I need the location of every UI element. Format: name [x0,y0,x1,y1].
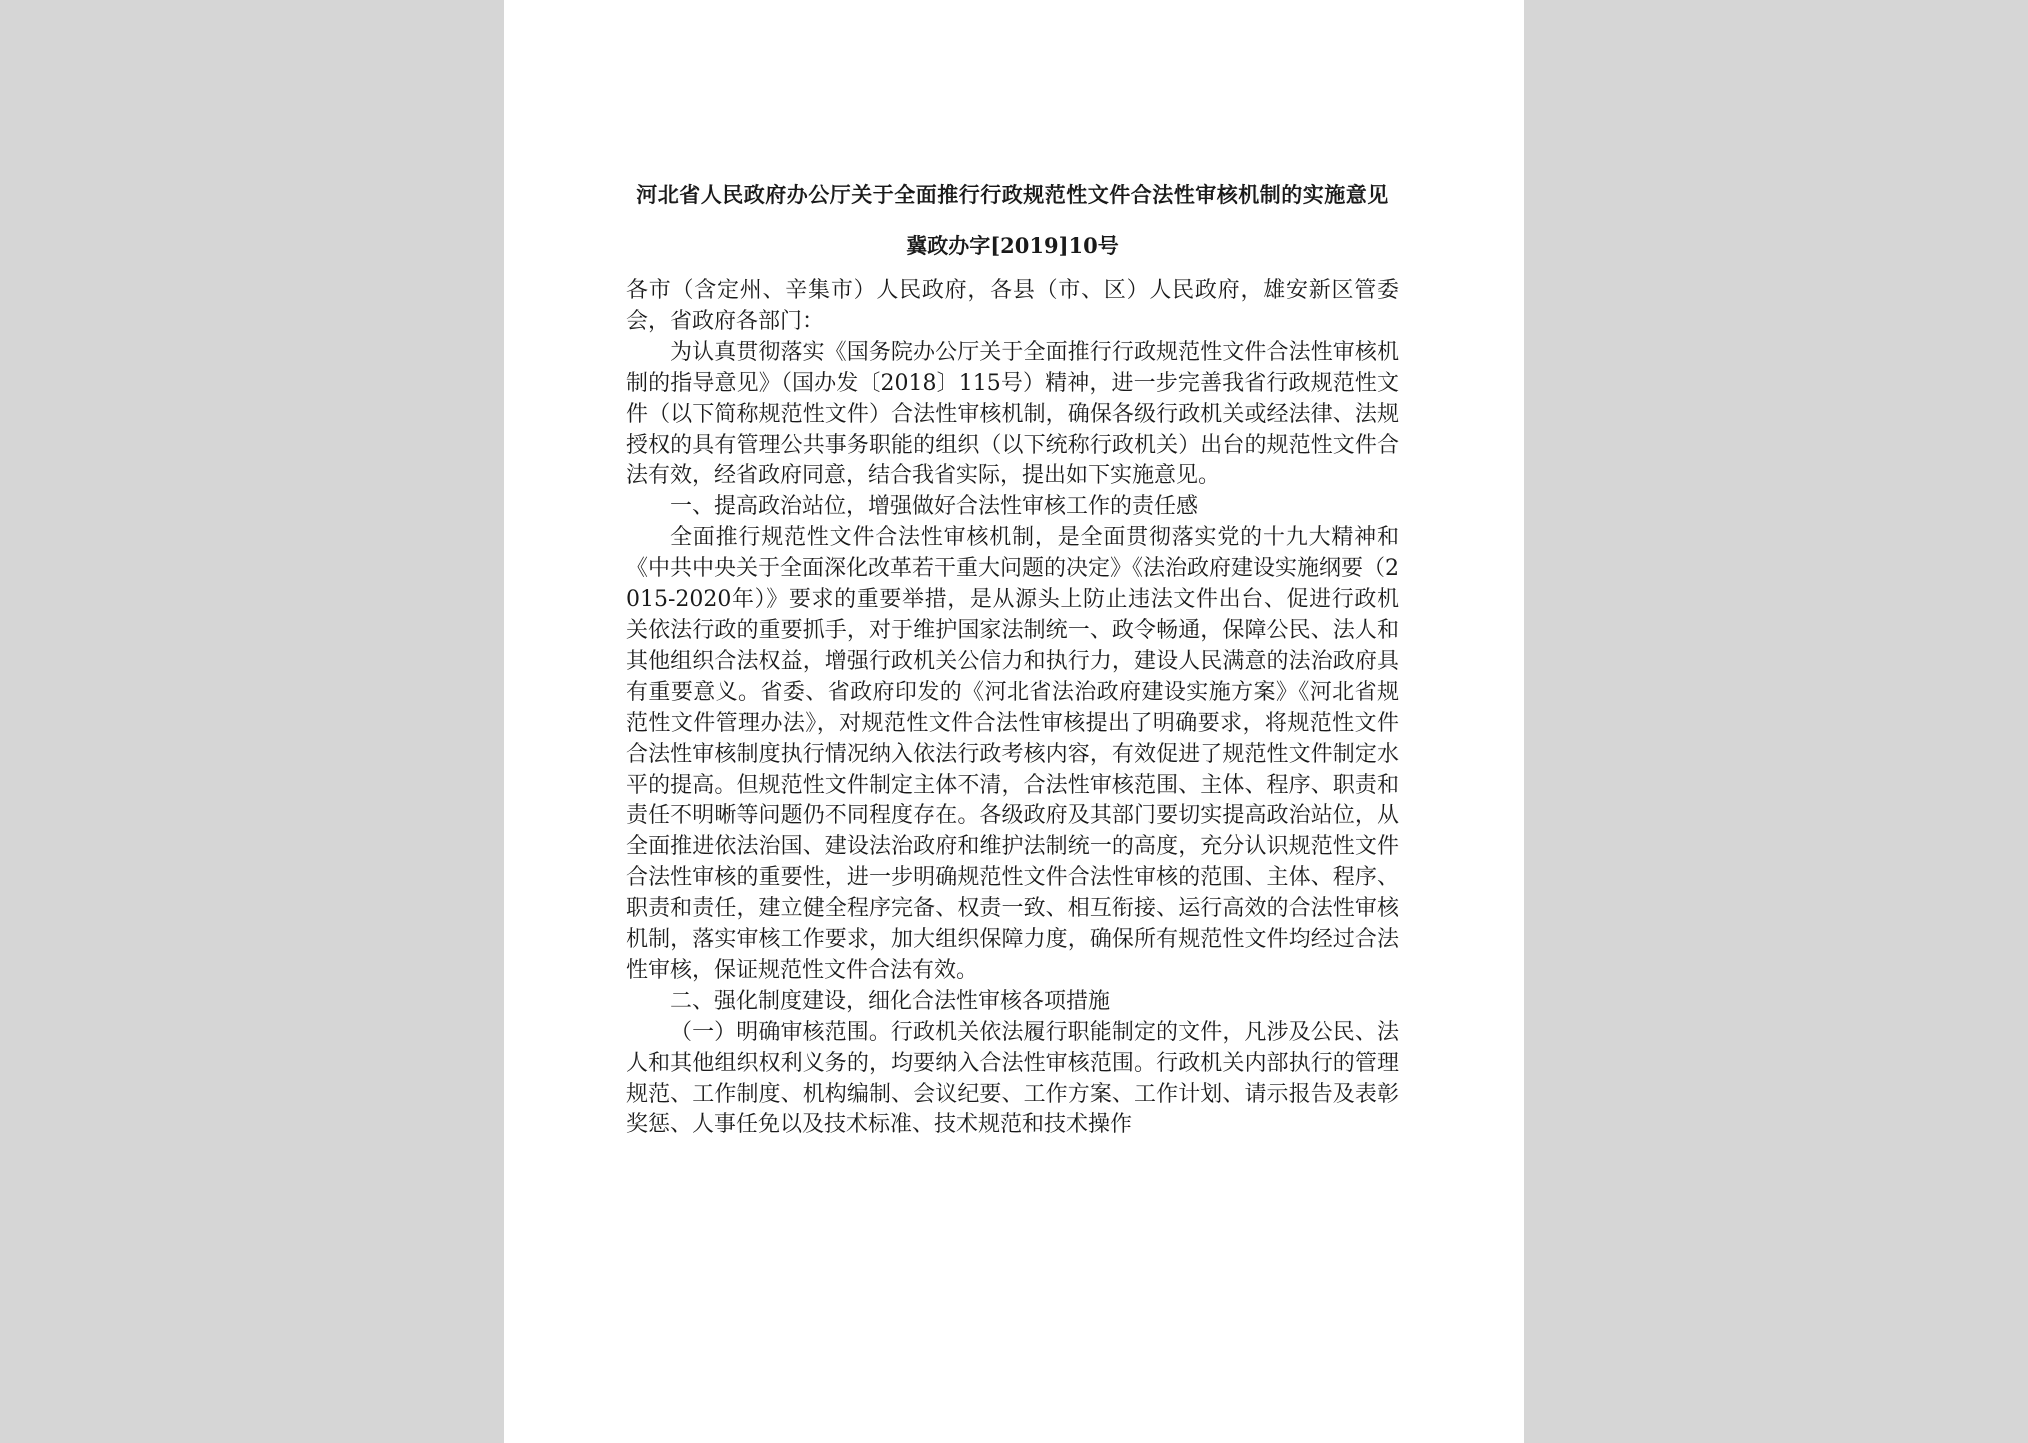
document-page [504,0,1524,1443]
section-heading-2: 二、强化制度建设，细化合法性审核各项措施 [670,988,1111,1014]
section-heading-1: 一、提高政治站位，增强做好合法性审核工作的责任感 [670,494,1199,520]
section-2-item-1-paragraph: （一）明确审核范围。行政机关依法履行职能制定的文件，凡涉及公民、法人和其他组织权利义务的，均要纳入合法性审核范围。行政机关内部执行的管理规范、工作制度、机构编制、会议纪要、工作方案、工作计划、请示报告及表彰奖惩、人事任免以及技术标准、技术规范和技术操作 [626,1019,1399,1138]
document-number: 冀政办字[2019]10号 [906,233,1119,258]
document-title: 河北省人民政府办公厅关于全面推行行政规范性文件合法性审核机制的实施意见 [636,182,1389,207]
addressee-line: 各市（含定州、辛集市）人民政府，各县（市、区）人民政府，雄安新区管委会，省政府各部门： [626,278,1399,334]
intro-paragraph: 为认真贯彻落实《国务院办公厅关于全面推行行政规范性文件合法性审核机制的指导意见》（国办发〔2018〕115号）精神，进一步完善我省行政规范性文件（以下简称规范性文件）合法性审核机制，确保各级行政机关或经法律、法规授权的具有管理公共事务职能的组织（以下统称行政机关）出台的规范性文件合法有效，经省政府同意，结合我省实际，提出如下实施意见。 [626,339,1399,489]
section-1-paragraph: 全面推行规范性文件合法性审核机制，是全面贯彻落实党的十九大精神和《中共中央关于全面深化改革若干重大问题的决定》《法治政府建设实施纲要（2015-2020年）》要求的重要举措，是从源头上防止违法文件出台、促进行政机关依法行政的重要抓手，对于维护国家法制统一、政令畅通，保障公民、法人和其他组织合法权益，增强行政机关公信力和执行力，建设人民满意的法治政府具有重要意义。省委、省政府印发的《河北省法治政府建设实施方案》《河北省规范性文件管理办法》，对规范性文件合法性审核提出了明确要求，将规范性文件合法性审核制度执行情况纳入依法行政考核内容，有效促进了规范性文件制定水平的提高。但规范性文件制定主体不清，合法性审核范围、主体、程序、职责和责任不明晰等问题仍不同程度存在。各级政府及其部门要切实提高政治站位，从全面推进依法治国、建设法治政府和维护法制统一的高度，充分认识规范性文件合法性审核的重要性，进一步明确规范性文件合法性审核的范围、主体、程序、职责和责任，建立健全程序完备、权责一致、相互衔接、运行高效的合法性审核机制，落实审核工作要求，加大组织保障力度，确保所有规范性文件均经过合法性审核，保证规范性文件合法有效。 [626,525,1399,983]
page-content [626,178,1399,1141]
